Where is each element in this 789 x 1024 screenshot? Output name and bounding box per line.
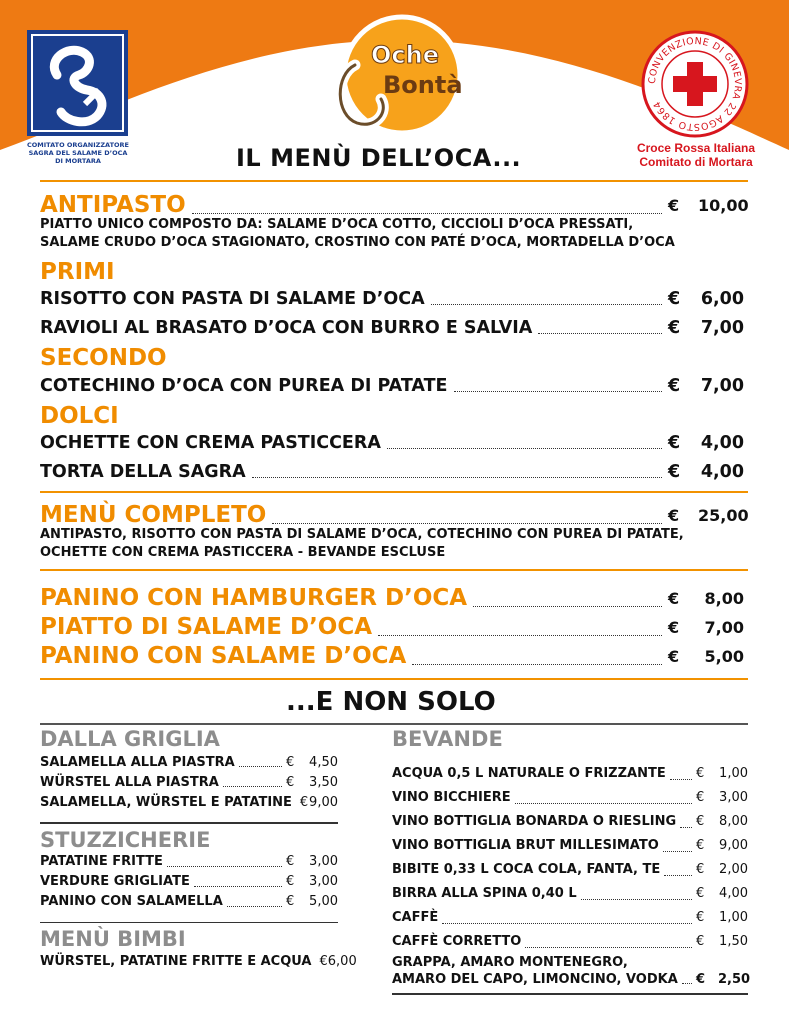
currency: € bbox=[668, 617, 680, 637]
currency: € bbox=[696, 837, 705, 853]
leader-dots bbox=[473, 606, 662, 607]
item-name: CAFFÈ bbox=[392, 909, 439, 925]
menu-item bbox=[40, 374, 744, 398]
item-name: ACQUA 0,5 L NATURALE O FRIZZANTE bbox=[392, 765, 666, 781]
price: 7,00 bbox=[700, 376, 744, 396]
item-name: VINO BOTTIGLIA BRUT MILLESIMATO bbox=[392, 837, 659, 853]
item-name: TORTA DELLA SAGRA bbox=[40, 462, 246, 482]
menu-item bbox=[40, 892, 338, 912]
price: 1,50 bbox=[719, 933, 748, 949]
currency: € bbox=[668, 376, 681, 396]
price: 9,00 bbox=[719, 837, 748, 853]
item-name-line2: AMARO DEL CAPO, LIMONCINO, VODKA bbox=[392, 972, 678, 987]
price: 5,00 bbox=[309, 894, 338, 909]
currency: € bbox=[286, 754, 295, 770]
item-name: BIRRA ALLA SPINA 0,40 L bbox=[392, 885, 577, 901]
divider bbox=[40, 180, 748, 182]
divider bbox=[40, 922, 338, 924]
menu-item bbox=[392, 929, 748, 953]
price: 3,00 bbox=[719, 789, 748, 805]
item-name: RISOTTO CON PASTA DI SALAME D’OCA bbox=[40, 289, 425, 309]
page-title: IL MENÙ DELL’OCA... bbox=[236, 144, 522, 172]
oche-bonta-logo-icon bbox=[327, 5, 469, 135]
currency: € bbox=[299, 794, 309, 810]
menu-item bbox=[40, 772, 338, 792]
menu-item bbox=[392, 785, 748, 809]
menu-item bbox=[40, 872, 338, 892]
special-item bbox=[40, 641, 744, 671]
menu-item-liquori bbox=[392, 955, 751, 989]
currency: € bbox=[286, 874, 295, 889]
price: 3,50 bbox=[309, 774, 338, 790]
cri-name-line2: Comitato di Mortara bbox=[639, 155, 753, 169]
price: 8,00 bbox=[704, 588, 744, 608]
special-item bbox=[40, 583, 744, 613]
price: 3,00 bbox=[309, 854, 338, 869]
logo-text-oche: Oche bbox=[371, 41, 439, 69]
currency: € bbox=[286, 854, 295, 869]
price: 2,50 bbox=[718, 972, 751, 987]
item-name: SALAMELLA, WÜRSTEL E PATATINE bbox=[40, 794, 292, 810]
menu-item bbox=[40, 460, 744, 484]
leader-dots bbox=[663, 851, 692, 852]
leader-dots bbox=[581, 899, 692, 900]
cri-name-line1: Croce Rossa Italiana bbox=[636, 141, 756, 155]
leader-dots bbox=[538, 333, 662, 334]
leader-dots bbox=[454, 391, 662, 392]
menu-item bbox=[392, 881, 748, 905]
currency: € bbox=[668, 505, 680, 525]
price: 2,00 bbox=[719, 861, 748, 877]
price: 4,00 bbox=[700, 433, 744, 453]
section-title-secondo: SECONDO bbox=[40, 345, 167, 371]
croce-rossa-logo-icon bbox=[641, 30, 749, 138]
divider bbox=[392, 993, 748, 995]
currency: € bbox=[668, 289, 681, 309]
item-name: CAFFÈ CORRETTO bbox=[392, 933, 522, 949]
menu-item bbox=[40, 752, 338, 772]
currency: € bbox=[668, 462, 681, 482]
sagra-logo-icon bbox=[27, 30, 128, 136]
menu-item bbox=[40, 852, 338, 872]
item-name: PIATTO DI SALAME D’OCA bbox=[40, 614, 373, 640]
leader-dots bbox=[412, 664, 662, 665]
item-name: VINO BOTTIGLIA BONARDA O RIESLING bbox=[392, 813, 677, 829]
divider bbox=[40, 491, 748, 493]
section-title-bevande: BEVANDE bbox=[392, 727, 503, 751]
menu-item bbox=[392, 905, 748, 929]
price: 10,00 bbox=[698, 195, 749, 215]
currency: € bbox=[319, 953, 328, 969]
menu-item bbox=[40, 287, 744, 311]
currency: € bbox=[668, 588, 680, 608]
section-title-menu-bimbi: MENÙ BIMBI bbox=[40, 927, 186, 951]
price: 4,50 bbox=[309, 754, 338, 770]
price: 9,00 bbox=[309, 794, 338, 810]
item-name: WÜRSTEL, PATATINE FRITTE E ACQUA bbox=[40, 953, 312, 969]
price: 4,00 bbox=[700, 462, 744, 482]
leader-dots bbox=[664, 875, 692, 876]
item-name: BIBITE 0,33 L COCA COLA, FANTA, TE bbox=[392, 861, 661, 877]
item-name: PANINO CON SALAME D’OCA bbox=[40, 643, 407, 669]
menu-item bbox=[40, 431, 744, 455]
currency: € bbox=[696, 813, 705, 829]
logo-text-bonta: Bontà bbox=[383, 71, 463, 99]
currency: € bbox=[286, 774, 295, 790]
section-title-primi: PRIMI bbox=[40, 259, 115, 285]
currency: € bbox=[696, 861, 705, 877]
leader-dots bbox=[167, 866, 282, 867]
currency: € bbox=[696, 885, 705, 901]
item-name: PATATINE FRITTE bbox=[40, 854, 163, 869]
item-name: OCHETTE CON CREMA PASTICCERA bbox=[40, 433, 381, 453]
price: 1,00 bbox=[719, 765, 748, 781]
extra-title: ...E NON SOLO bbox=[286, 687, 496, 717]
menu-item bbox=[392, 809, 748, 833]
section-title-stuzzicherie: STUZZICHERIE bbox=[40, 827, 211, 852]
antipasto-description: PIATTO UNICO COMPOSTO DA: SALAME D’OCA COTTO, CICCIOLI D’OCA PRESSATI, SALAME CRUDO D’OCA STAGIONATO, CROSTINO CON PATÉ D’OCA, MORTADELLA D’OCA bbox=[40, 217, 675, 250]
organizer-text: COMITATO ORGANIZZATORE SAGRA DEL SALAME D’OCA DI MORTARA bbox=[27, 141, 129, 165]
currency: € bbox=[696, 789, 705, 805]
currency: € bbox=[696, 909, 705, 925]
leader-dots bbox=[670, 779, 692, 780]
price: 25,00 bbox=[698, 505, 749, 525]
section-title-dolci: DOLCI bbox=[40, 403, 119, 429]
price: 7,00 bbox=[704, 617, 744, 637]
price: 4,00 bbox=[719, 885, 748, 901]
item-name: COTECHINO D’OCA CON PUREA DI PATATE bbox=[40, 376, 448, 396]
cri-name bbox=[616, 141, 776, 169]
item-name: PANINO CON SALAMELLA bbox=[40, 894, 223, 909]
section-title-menu-completo: MENÙ COMPLETO bbox=[40, 502, 267, 528]
special-item bbox=[40, 612, 744, 642]
leader-dots bbox=[378, 635, 662, 636]
currency: € bbox=[696, 972, 706, 987]
leader-dots bbox=[442, 923, 692, 924]
item-name: SALAMELLA ALLA PIASTRA bbox=[40, 754, 235, 770]
currency: € bbox=[696, 933, 705, 949]
price: 6,00 bbox=[327, 953, 357, 969]
item-name-line1: GRAPPA, AMARO MONTENEGRO, bbox=[392, 955, 628, 970]
item-name: PANINO CON HAMBURGER D’OCA bbox=[40, 585, 468, 611]
currency: € bbox=[286, 894, 295, 909]
currency: € bbox=[668, 195, 680, 215]
leader-dots bbox=[272, 523, 662, 524]
item-name: VINO BICCHIERE bbox=[392, 789, 511, 805]
leader-dots bbox=[680, 827, 692, 828]
leader-dots bbox=[227, 906, 282, 907]
divider bbox=[40, 723, 748, 725]
cri-ring-text: CONVENZIONE DI GINEVRA 22 AGOSTO 1864 bbox=[646, 35, 744, 133]
left-column bbox=[40, 727, 357, 971]
leader-dots bbox=[194, 886, 282, 887]
menu-completo-description: ANTIPASTO, RISOTTO CON PASTA DI SALAME D’OCA, COTECHINO CON PUREA DI PATATE, OCHETTE CON CREMA PASTICCERA - BEVANDE ESCLUSE bbox=[40, 527, 684, 560]
divider bbox=[40, 822, 338, 824]
leader-dots bbox=[387, 448, 662, 449]
menu-item bbox=[392, 857, 748, 881]
currency: € bbox=[668, 433, 681, 453]
item-name: RAVIOLI AL BRASATO D’OCA CON BURRO E SALVIA bbox=[40, 318, 533, 338]
menu-item bbox=[392, 761, 748, 785]
leader-dots bbox=[192, 213, 662, 214]
price: 1,00 bbox=[719, 909, 748, 925]
section-title-antipasto: ANTIPASTO bbox=[40, 192, 186, 218]
leader-dots bbox=[239, 766, 282, 767]
item-name: VERDURE GRIGLIATE bbox=[40, 874, 190, 889]
leader-dots bbox=[515, 803, 692, 804]
price: 3,00 bbox=[309, 874, 338, 889]
menu-item bbox=[40, 951, 357, 971]
item-name: WÜRSTEL ALLA PIASTRA bbox=[40, 774, 219, 790]
leader-dots bbox=[252, 477, 662, 478]
price: 8,00 bbox=[719, 813, 748, 829]
divider bbox=[40, 569, 748, 571]
section-title-dalla-griglia: DALLA GRIGLIA bbox=[40, 727, 220, 751]
menu-item bbox=[40, 792, 338, 812]
menu-item bbox=[392, 833, 748, 857]
price: 7,00 bbox=[700, 318, 744, 338]
menu-item bbox=[40, 316, 744, 340]
currency: € bbox=[696, 765, 705, 781]
leader-dots bbox=[223, 786, 282, 787]
price: 5,00 bbox=[704, 646, 744, 666]
price: 6,00 bbox=[700, 289, 744, 309]
currency: € bbox=[668, 646, 680, 666]
leader-dots bbox=[682, 983, 692, 984]
leader-dots bbox=[431, 304, 662, 305]
currency: € bbox=[668, 318, 681, 338]
leader-dots bbox=[525, 947, 692, 948]
right-column bbox=[392, 727, 751, 995]
divider bbox=[40, 678, 748, 680]
